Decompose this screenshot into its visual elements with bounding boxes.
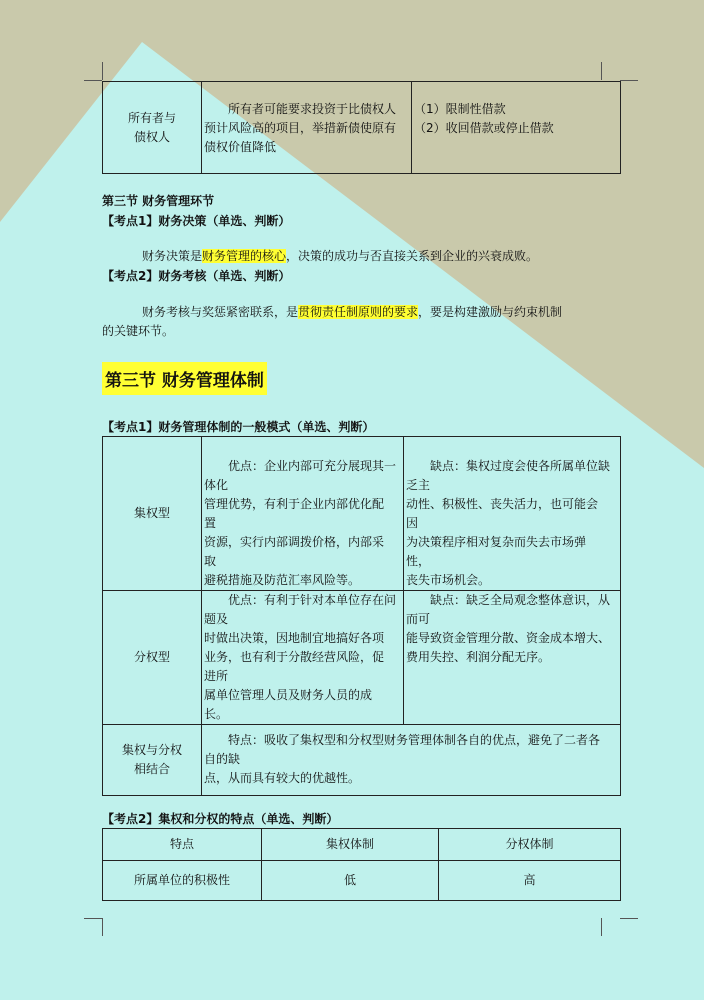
crop-mark — [601, 918, 602, 936]
row-label: 集权型 — [103, 437, 202, 591]
table-row — [103, 591, 621, 725]
table-row — [103, 725, 621, 796]
highlight: 财务管理的核心 — [202, 249, 287, 263]
crop-mark — [102, 918, 103, 936]
cons-cell: 缺点：集权过度会使各所属单位缺 乏主 动性、积极性、丧失活力，也可能会 因 为决策程序相对复杂而失去市场弹 性， 丧失市场机会。 — [404, 437, 621, 591]
owner-creditor-label: 所有者与 债权人 — [103, 82, 202, 174]
highlight: 贯彻责任制原则的要求 — [298, 305, 419, 319]
table-row — [103, 861, 621, 901]
row-label: 集权与分权 相结合 — [103, 725, 202, 796]
cons-cell: 缺点：缺乏全局观念整体意识，从 而可 能导致资金管理分散、资金成本增大、 费用失控、利润分配无序。 — [404, 591, 621, 725]
crop-mark — [102, 62, 103, 80]
table-header-row — [103, 829, 621, 861]
kp2-title: 【考点2】财务考核（单选、判断） — [102, 269, 291, 283]
kp-features-title: 【考点2】集权和分权的特点（单选、判断） — [102, 812, 339, 826]
combined-cell: 特点：吸收了集权型和分权型财务管理体制各自的优点，避免了二者各 自的缺 点，从而具有较大的优越性。 — [202, 725, 621, 796]
table-cell: 所属单位的积极性 — [103, 861, 262, 901]
column-header: 特点 — [103, 829, 262, 861]
kp1-paragraph: 财务决策是财务管理的核心，决策的成功与否直接关系到企业的兴衰成败。 — [142, 249, 539, 263]
table-cell: 低 — [262, 861, 439, 901]
features-table — [102, 828, 621, 901]
column-header: 分权体制 — [439, 829, 621, 861]
kp-model-title: 【考点1】财务管理体制的一般模式（单选、判断） — [102, 420, 375, 434]
kp2-paragraph: 财务考核与奖惩紧密联系，是贯彻责任制原则的要求，要是构建激励与约束机制 — [142, 305, 563, 319]
pros-cell: 优点：企业内部可充分展现其一 体化 管理优势，有利于企业内部优化配 置 资源，实行内部调拨价格，内部采 取 避税措施及防范汇率风险等。 — [202, 437, 404, 591]
crop-mark — [84, 918, 102, 919]
crop-mark — [620, 918, 638, 919]
table-row — [103, 437, 621, 591]
row-label: 分权型 — [103, 591, 202, 725]
management-model-table — [102, 436, 621, 796]
kp2-paragraph-line2: 的关键环节。 — [102, 324, 175, 338]
crop-mark — [84, 80, 102, 81]
crop-mark — [620, 80, 638, 81]
conflict-cell: 所有者可能要求投资于比债权人 预计风险高的项目，举措新债使原有 债权价值降低 — [202, 82, 412, 174]
section-title: 第三节 财务管理环节 — [102, 194, 215, 208]
crop-mark — [601, 62, 602, 80]
solution-cell: （1）限制性借款 （2）收回借款或停止借款 — [412, 82, 621, 174]
pros-cell: 优点：有利于针对本单位存在问 题及 时做出决策，因地制宜地搞好各项 业务，也有利于分散经营风险，促 进所 属单位管理人员及财务人员的成 长。 — [202, 591, 404, 725]
kp1-title: 【考点1】财务决策（单选、判断） — [102, 214, 291, 228]
section-heading: 第三节 财务管理体制 — [102, 362, 267, 395]
column-header: 集权体制 — [262, 829, 439, 861]
table-cell: 高 — [439, 861, 621, 901]
owner-creditor-table — [102, 81, 621, 174]
